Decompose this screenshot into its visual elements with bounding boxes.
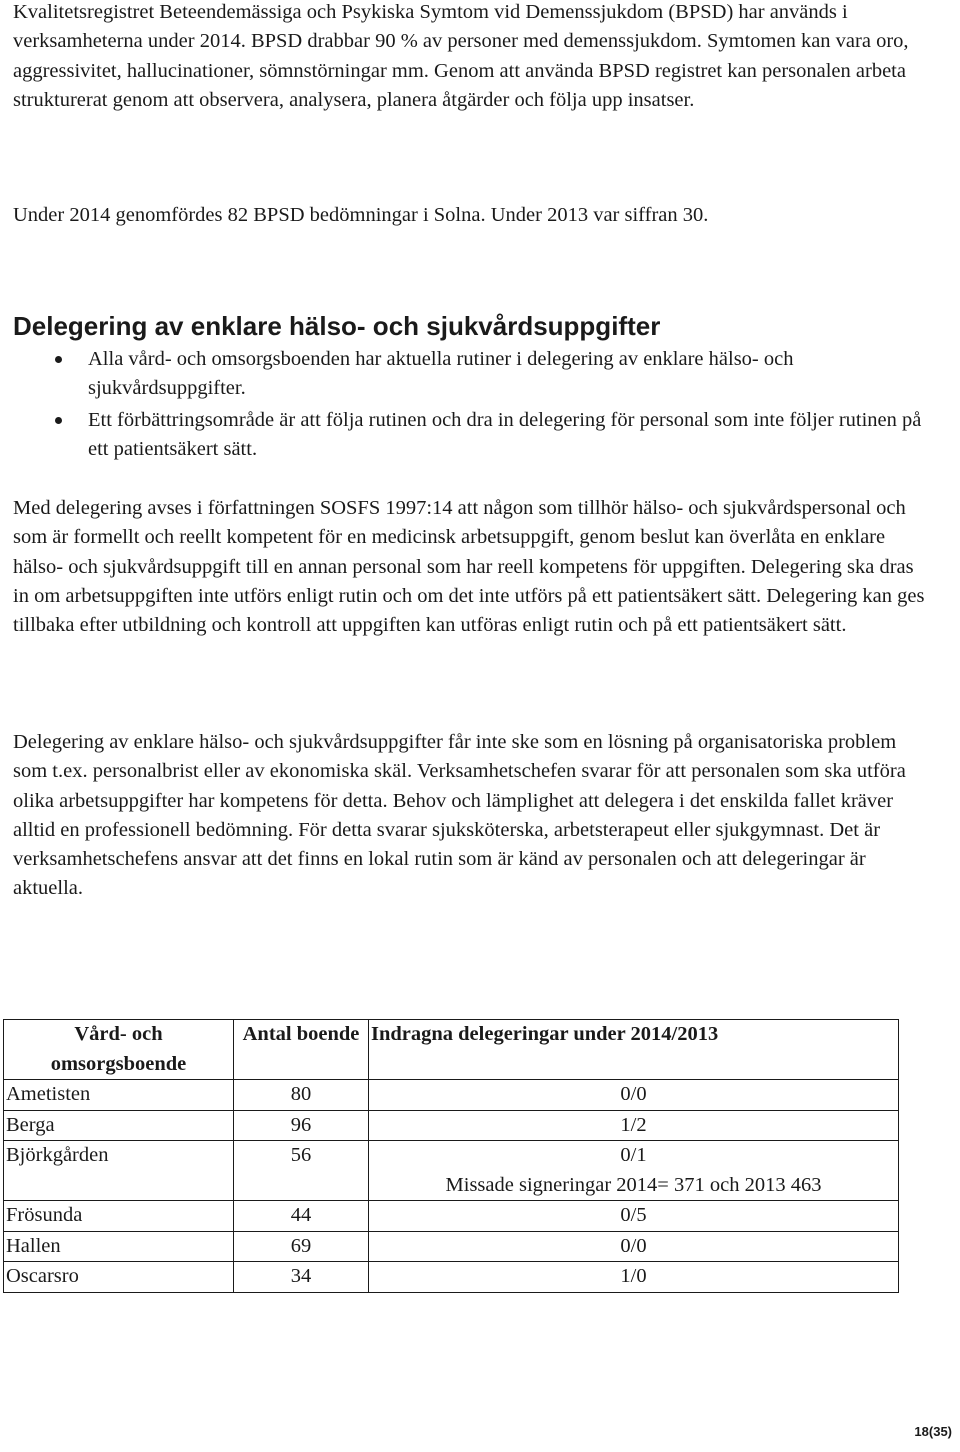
- table-row: [4, 1231, 899, 1262]
- table-row: [4, 1141, 899, 1201]
- table-header-row: [4, 1020, 899, 1080]
- bullet-dot-icon: [55, 356, 62, 363]
- column-header-boende: Vård- och omsorgsboende: [4, 1020, 234, 1080]
- intro-paragraph-bpsd: Kvalitetsregistret Beteendemässiga och Psykiska Symtom vid Demenssjukdom (BPSD) har används i verksamheterna under 2014. BPSD drabbar 90 % av personer med demenssjukdom. Symtomen kan vara oro, aggressivitet, hallucinationer, sömnstörningar mm. Genom att använda BPSD registret kan personalen arbeta strukturerat genom att observera, analysera, planera åtgärder och följa upp insatser.: [13, 1, 909, 111]
- cell-value-text: 1/0: [620, 1265, 647, 1287]
- cell-value-text: 1/2: [620, 1113, 647, 1136]
- bullet-list: [13, 345, 933, 466]
- table-row: [4, 1080, 899, 1111]
- cell-name: Frösunda: [4, 1201, 234, 1232]
- cell-value-text: 0/1: [620, 1144, 647, 1166]
- cell-count: 44: [234, 1201, 369, 1232]
- bullet-text: Ett förbättringsområde är att följa rutinen och dra in delegering för personal som inte följer rutinen på ett patientsäkert sätt.: [88, 408, 922, 460]
- bullet-text: Alla vård- och omsorgsboenden har aktuella rutiner i delegering av enklare hälso- och sjukvårdsuppgifter.: [88, 348, 794, 400]
- body-paragraph-responsibility: Delegering av enklare hälso- och sjukvårdsuppgifter får inte ske som en lösning på organisatoriska problem som t.ex. personalbrist eller av ekonomiska skäl. Verksamhetschefen svarar för att personalen som ska utföra olika arbetsuppgifter har kompetens för detta. Behov och lämplighet att delegera i det enskilda fallet kräver alltid en professionell bedömning. För detta svarar sjuksköterska, arbetsterapeut eller sjukgymnast. Det är verksamhetschefens ansvar att det finns en lokal rutin som är känd av personalen och att delegeringar är aktuella.: [13, 731, 906, 900]
- cell-name: Björkgården: [4, 1141, 234, 1201]
- cell-count: 69: [234, 1231, 369, 1262]
- body-paragraph-definition: Med delegering avses i författningen SOSFS 1997:14 att någon som tillhör hälso- och sjukvårdspersonal och som är formellt och reellt kompetent för en medicinsk arbetsuppgift, genom beslut kan överlåta en enklare hälso- och sjukvårdsuppgift till en annan personal som har reell kompetens för uppgiften. Delegering ska dras in om arbetsuppgiften inte utförs enligt rutin och om det inte utförs på ett patientsäkert sätt. Delegering kan ges tillbaka efter utbildning och kontroll att uppgiften kan utföras enligt rutin och på ett patientsäkert sätt.: [13, 497, 925, 637]
- cell-count: 80: [234, 1080, 369, 1111]
- cell-value-text: 0/0: [620, 1234, 647, 1257]
- column-header-antal: Antal boende: [234, 1020, 369, 1080]
- cell-value: [369, 1110, 899, 1141]
- cell-value: [369, 1141, 899, 1201]
- cell-value: [369, 1201, 899, 1232]
- delegation-table: [3, 1019, 899, 1293]
- cell-count: 96: [234, 1110, 369, 1141]
- page-number: 18(35): [914, 1424, 952, 1439]
- cell-value-text: 0/5: [620, 1204, 647, 1226]
- bullet-item: [13, 406, 933, 465]
- bullet-dot-icon: [55, 417, 62, 424]
- table-row: [4, 1201, 899, 1232]
- column-header-indragna: Indragna delegeringar under 2014/2013: [369, 1020, 899, 1080]
- cell-value: [369, 1080, 899, 1111]
- cell-count: 34: [234, 1262, 369, 1293]
- cell-name: Ametisten: [4, 1080, 234, 1111]
- cell-name: Berga: [4, 1110, 234, 1141]
- cell-value-text: 0/0: [620, 1083, 647, 1105]
- intro-paragraph-assessments: Under 2014 genomfördes 82 BPSD bedömningar i Solna. Under 2013 var siffran 30.: [13, 204, 709, 226]
- cell-name: Oscarsro: [4, 1262, 234, 1293]
- bullet-item: [13, 345, 933, 404]
- cell-note-text: Missade signeringar 2014= 371 och 2013 463: [445, 1173, 822, 1196]
- cell-value: [369, 1231, 899, 1262]
- cell-count: 56: [234, 1141, 369, 1201]
- table-row: [4, 1110, 899, 1141]
- cell-value: [369, 1262, 899, 1293]
- cell-name: Hallen: [4, 1231, 234, 1262]
- section-heading-delegering: Delegering av enklare hälso- och sjukvårdsuppgifter: [13, 311, 661, 341]
- table-row: [4, 1262, 899, 1293]
